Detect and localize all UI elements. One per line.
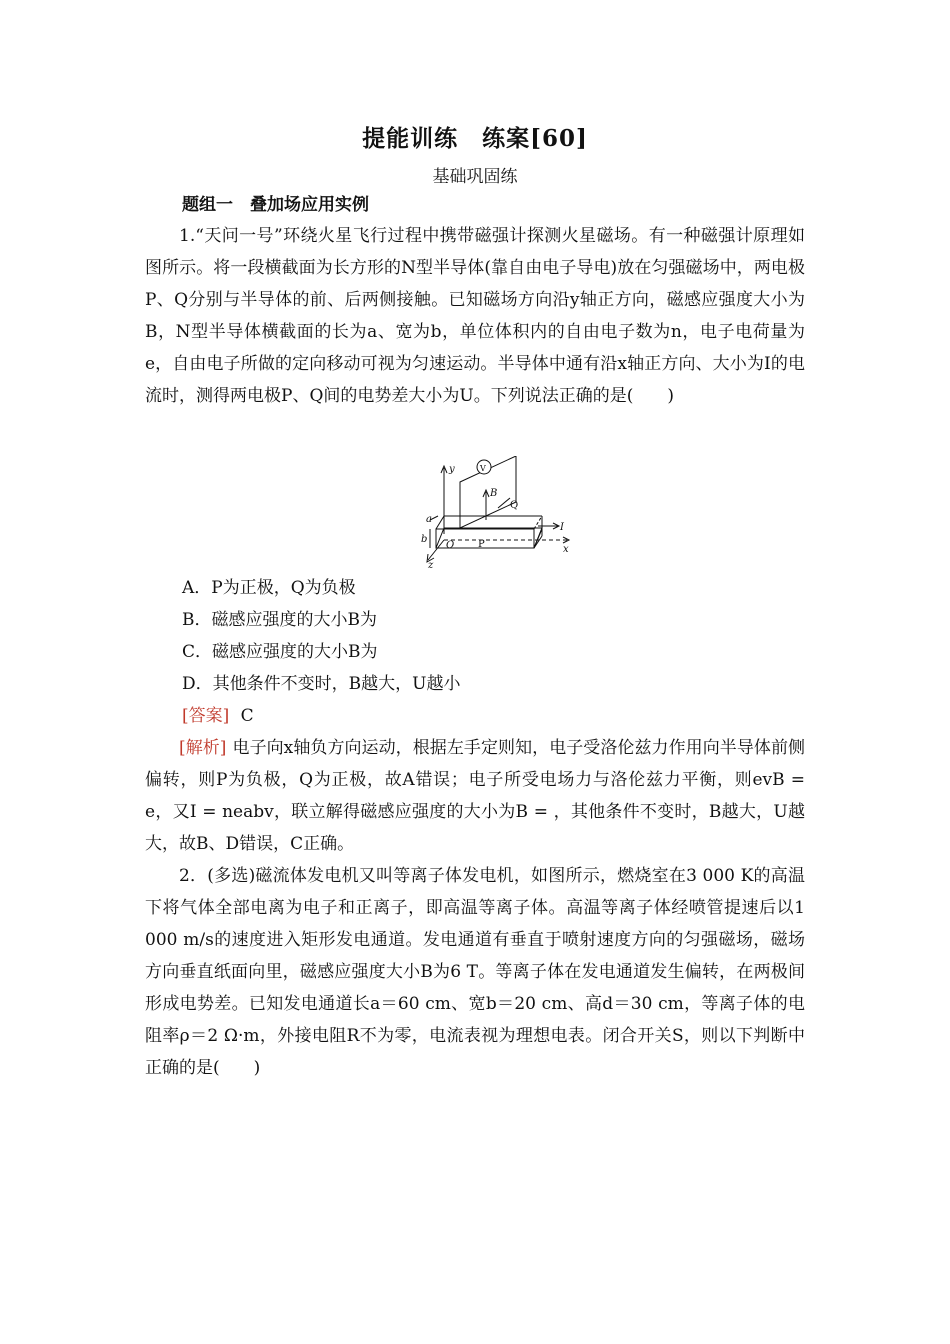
label-y: y [449, 464, 455, 475]
answer-value: C [240, 706, 254, 726]
label-x: x [563, 544, 569, 555]
answer-line [182, 700, 254, 732]
label-b-field: B [490, 488, 498, 499]
label-p: P [478, 539, 485, 550]
analysis-text: 电子向x轴负方向运动，根据左手定则知，电子受洛伦兹力作用向半导体前侧偏转，则P为负极，Q为正极，故A错误；电子所受电场力与洛伦兹力平衡，则evB = e，又I = neabv，联立解得磁感应强度的大小为B = ，其他条件不变时，B越大，U越大，故B、D错误，C正确。 [145, 738, 806, 854]
label-a: a [426, 514, 432, 525]
section-subtitle: 基础巩固练 [432, 167, 518, 187]
option-b: B．磁感应强度的大小B为 [182, 610, 377, 630]
label-i: I [560, 522, 564, 533]
box-edge [534, 516, 542, 529]
q-lead-line [498, 498, 510, 508]
option-c: C．磁感应强度的大小B为 [182, 642, 378, 662]
label-z: z [428, 560, 434, 571]
label-b: b [421, 534, 428, 545]
question-2-stem: 2．(多选)磁流体发电机又叫等离子体发电机，如图所示，燃烧室在3 000 K的高温下将气体全部电离为电子和正离子，即高温等离子体。高温等离子体经喷管提速后以1 000 m/s的速度进入矩形发电通道。发电通道有垂直于喷射速度方向的匀强磁场，磁场方向垂直纸面向里，磁感应强度大小B为6 T。等离子体在发电通道发生偏转，在两极间形成电势差。已知发电通道长a＝60 cm、宽b＝20 cm、高d＝30 cm，等离子体的电阻率ρ＝2 Ω·m，外接电阻R不为零，电流表视为理想电表。闭合开关S，则以下判断中正确的是( ) [145, 866, 805, 1078]
label-v: V [480, 464, 486, 473]
option-d: D．其他条件不变时，B越大，U越小 [182, 674, 461, 694]
analysis-paragraph [145, 732, 805, 860]
magnetometer-figure [418, 456, 578, 571]
box-edge-left [436, 516, 444, 529]
option-a: A．P为正极，Q为负极 [182, 578, 356, 598]
analysis-tag: [解析] [179, 738, 227, 758]
label-o: O [446, 540, 455, 551]
question-1-stem: 1.“天问一号”环绕火星飞行过程中携带磁强计探测火星磁场。有一种磁强计原理如图所示。将一段横截面为长方形的N型半导体(靠自由电子导电)放在匀强磁场中，两电极P、Q分别与半导体的前、后两侧接触。已知磁场方向沿y轴正方向，磁感应强度大小为B，N型半导体横截面的长为a、宽为b，单位体积内的自由电子数为n，电子电荷量为e，自由电子所做的定向移动可视为匀速运动。半导体中通有沿x轴正方向、大小为I的电流时，测得两电极P、Q间的电势差大小为U。下列说法正确的是( ) [145, 226, 805, 406]
group-heading: 题组一 叠加场应用实例 [182, 195, 369, 215]
answer-tag: [答案] [182, 706, 230, 726]
page-title: 提能训练 练案[60] [362, 125, 588, 152]
label-q: Q [510, 500, 519, 511]
